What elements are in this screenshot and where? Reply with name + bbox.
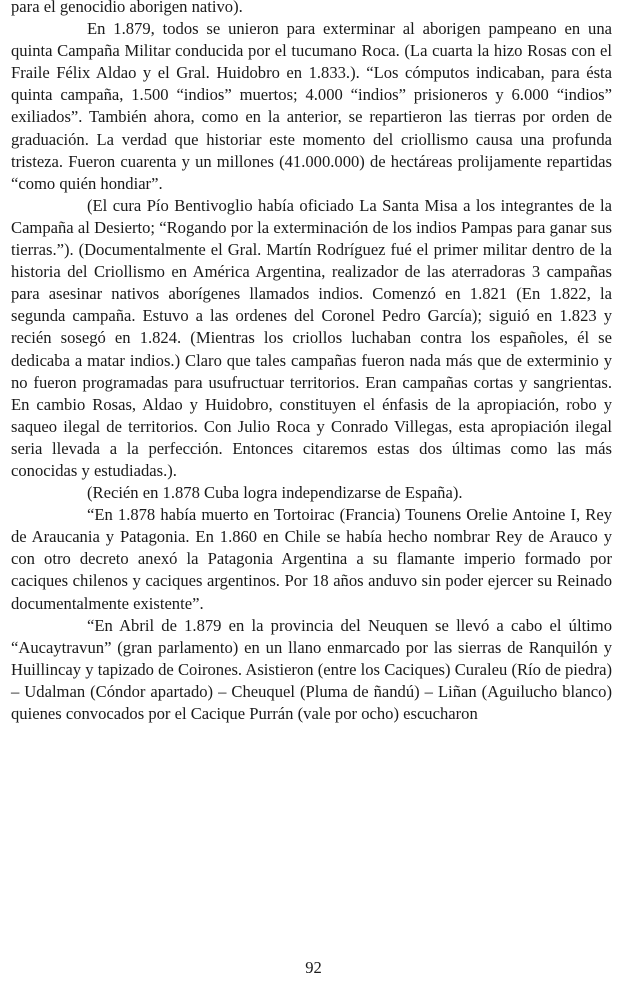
paragraph-quinta-campana: En 1.879, todos se unieron para exterminar al aborigen pampeano en una quinta Campaña Militar conducida por el tucumano Roca. (La cuarta la hizo Rosas con el Fraile Félix Aldao y el Gral. Huidobro en 1.833.). “Los cómputos indicaban, para ésta quinta campaña, 1.500 “indios” muertos; 4.000 “indios” prisioneros y 6.000 “indios” exiliados”. También ahora, como en la anterior, se repartieron las tierras por orden de graduación. La verdad que historiar este momento del criollismo causa una profunda tristeza. Fueron cuarenta y un millones (41.000.000) de hectáreas prolijamente repartidas “como quién hondiar”.	[11, 19, 612, 193]
page-number: 92	[305, 958, 322, 977]
paragraph-aucaytravun: “En Abril de 1.879 en la provincia del Neuquen se llevó a cabo el último “Aucaytravun” (gran parlamento) en un llano enmarcado por las sierras de Ranquilón y Huillincay y tapizado de Coirones. Asistieron (entre los Caciques) Curaleu (Río de piedra) – Udalman (Cóndor apartado) – Cheuquel (Pluma de ñandú) – Liñan (Aguilucho blanco) quienes convocados por el Cacique Purrán (vale por ocho) escucharon	[11, 615, 612, 723]
body-text	[11, 0, 612, 725]
paragraph-cura-bentivoglio: (El cura Pío Bentivoglio había oficiado La Santa Misa a los integrantes de la Campaña al Desierto; “Rogando por la exterminación de los indios Pampas para ganar sus tierras.”). (Documentalmente el Gral. Martín Rodríguez fué el primer militar dentro de la historia del Criollismo en América Argentina, realizador de las aterradoras 3 campañas para asesinar nativos aborígenes llamados indios. Comenzó en 1.821 (En 1.822, la segunda campaña. Estuvo a las ordenes del Coronel Pedro García); siguió en 1.823 y recién sosegó en 1.824. (Mientras los criollos luchaban contra los españoles, él se dedicaba a matar indios.) Claro que tales campañas fueron nada más que de exterminio y no fueron programadas para usufructuar territorios. Eran campañas cortas y sangrientas. En cambio Rosas, Aldao y Huidobro, constituyen el énfasis de la apropiación, robo y saqueo ilegal de territorios. Con Julio Roca y Conrado Villegas, esta apropiación ilegal seria llevada a la perfección. Entonces citaremos estas dos últimas como las más conocidas y estudiadas.).	[11, 195, 612, 480]
paragraph-continuation: para el genocidio aborigen nativo).	[11, 0, 243, 16]
paragraph-cuba: (Recién en 1.878 Cuba logra independizarse de España).	[87, 483, 463, 503]
paragraph-tounens: “En 1.878 había muerto en Tortoirac (Francia) Tounens Orelie Antoine I, Rey de Araucania y Patagonia. En 1.860 en Chile se había hecho nombrar Rey de Arauco y con otro decreto anexó la Patagonia Argentina a su flamante imperio formado por caciques chilenos y caciques argentinos. Por 18 años anduvo sin poder ejercer su Reinado documentalmente existente”.	[11, 505, 612, 613]
